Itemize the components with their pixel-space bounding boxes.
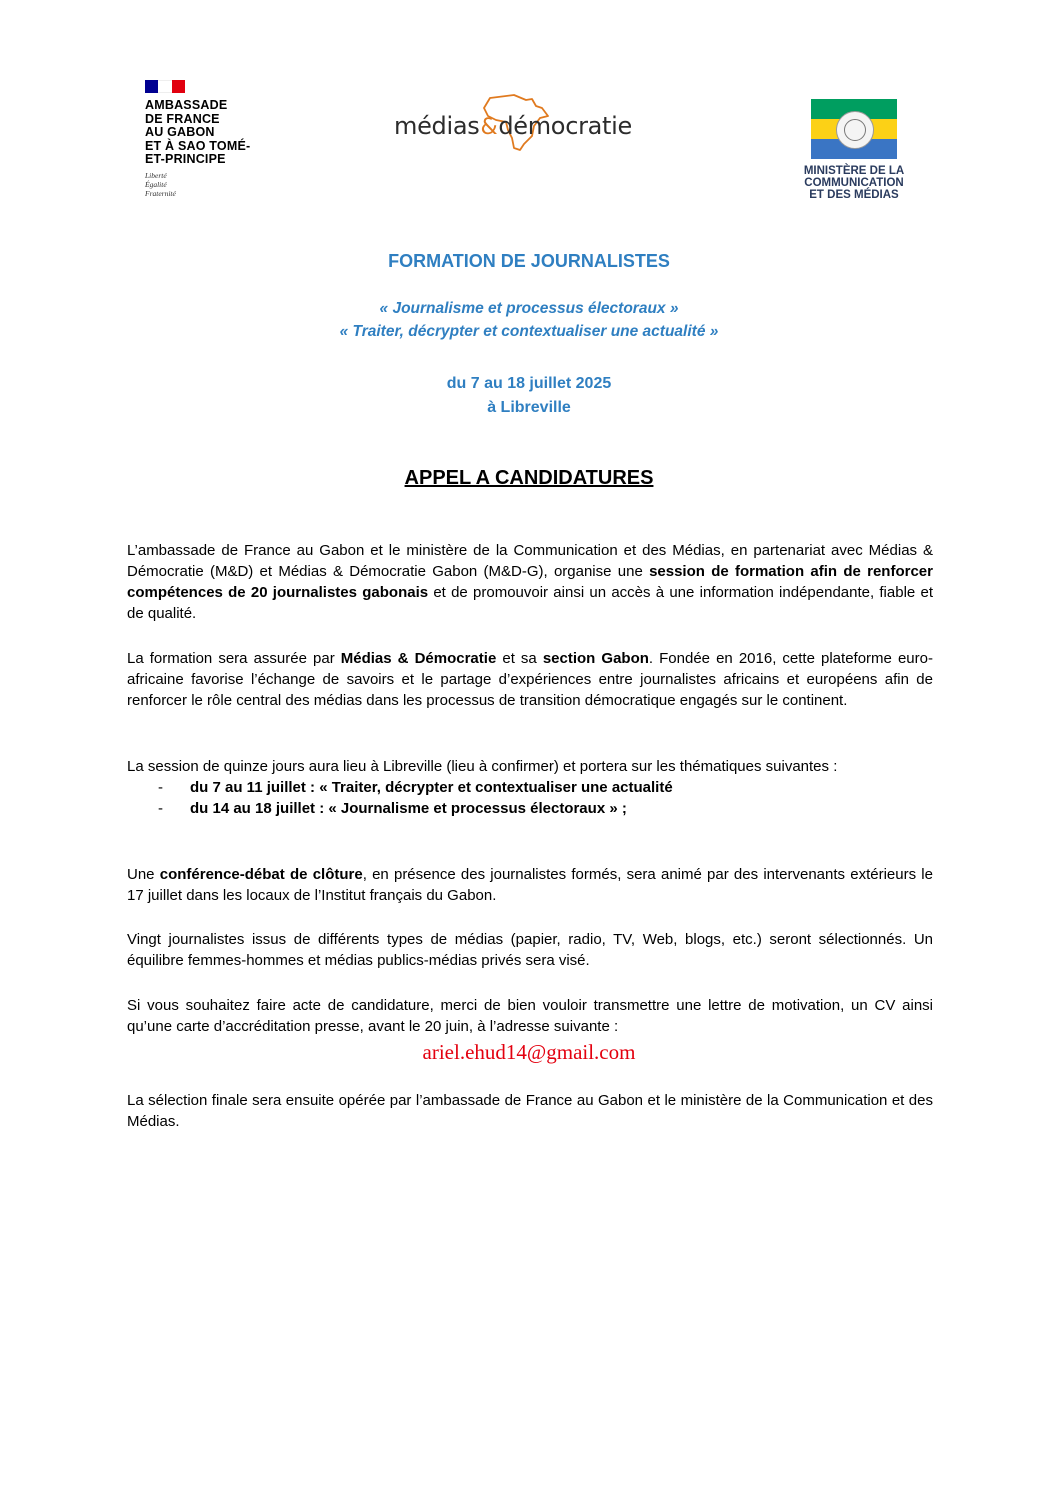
french-flag-icon: [145, 80, 185, 93]
wordmark-left: médias: [394, 112, 480, 140]
ambassade-line: ET À SAO TOMÉ-: [145, 138, 251, 153]
text-run: La formation sera assurée par: [127, 650, 341, 667]
ambassade-line: AMBASSADE: [145, 98, 228, 112]
text-run: L’ambassade de France au Gabon et le ministère de la Communication et des Médias, en partenariat avec Médias & Démocratie (M&D) et Médias & Démocratie Gabon (M&D-G), organise une: [127, 542, 933, 580]
medias-democratie-logo: [392, 90, 672, 160]
list-item: [127, 798, 933, 819]
paragraph-conference: [127, 864, 933, 906]
paragraph-intro: [127, 540, 933, 624]
paragraph-selection-criteria: Vingt journalistes issus de différents types de médias (papier, radio, TV, Web, blogs, etc.) seront sélectionnés. Un équilibre femmes-hommes et médias publics-médias privés sera visé.: [127, 931, 933, 969]
ministere-name: [795, 165, 913, 201]
wordmark-right: démocratie: [498, 112, 633, 140]
list-item-text: du 7 au 11 juillet : « Traiter, décrypter et contextualiser une actualité: [190, 779, 673, 796]
ambassade-name: [145, 99, 285, 167]
republic-motto: [145, 171, 285, 198]
paragraph-application: Si vous souhaitez faire acte de candidature, merci de bien vouloir transmettre une lettre de motivation, un CV ainsi qu’une carte d’accréditation presse, avant le 20 juin, à l’adresse suivante :: [127, 997, 933, 1035]
medias-democratie-wordmark: [394, 112, 632, 140]
location-line: à Libreville: [487, 399, 571, 416]
list-dash: -: [158, 779, 163, 796]
seal-icon: [836, 111, 874, 149]
ministere-line: ET DES MÉDIAS: [809, 189, 899, 201]
paragraph-organizer: [127, 648, 933, 711]
ambassade-line: DE FRANCE: [145, 111, 220, 126]
text-run: . Fondée en 2016, cette plateforme euro-africaine favorise l’échange de savoirs et le partage d’expériences entre journalistes africains et européens afin de renforcer le rôle central des médias dans les processus de transition démocratique engagés sur le continent.: [127, 650, 933, 709]
dates-line: du 7 au 18 juillet 2025: [446, 375, 612, 392]
ministere-line: MINISTÈRE DE LA: [803, 165, 905, 177]
ambassade-line: ET-PRINCIPE: [145, 152, 226, 166]
motto-line: Liberté: [145, 170, 167, 180]
formation-subtitles: [0, 297, 1058, 343]
text-run: Une: [127, 866, 160, 883]
formation-dates: [0, 372, 1058, 420]
text-run: , en présence des journalistes formés, sera animé par des intervenants extérieurs le 17 juillet dans les locaux de l’Institut français du Gabon.: [127, 866, 933, 904]
list-dash: -: [158, 800, 163, 817]
subtitle-line: « Traiter, décrypter et contextualiser une actualité »: [339, 323, 719, 340]
gabon-flag-icon: [811, 99, 897, 159]
themes-list: [127, 777, 933, 819]
ambassade-line: AU GABON: [145, 125, 215, 139]
contact-email-link[interactable]: ariel.ehud14@gmail.com: [422, 1040, 636, 1064]
motto-line: Fraternité: [145, 188, 176, 198]
text-run: et sa: [496, 650, 543, 667]
ministere-communication-logo: [795, 99, 913, 201]
wordmark-ampersand: &: [480, 115, 498, 140]
subtitle-line: « Journalisme et processus électoraux »: [379, 300, 679, 317]
text-run: et de promouvoir ainsi un accès à une information indépendante, fiable et de qualité.: [127, 584, 934, 622]
motto-line: Égalité: [145, 179, 167, 189]
text-run-bold: section Gabon: [542, 650, 649, 667]
ministere-line: COMMUNICATION: [804, 177, 904, 189]
ambassade-france-logo: [145, 80, 285, 198]
paragraph-session: La session de quinze jours aura lieu à Libreville (lieu à confirmer) et portera sur les thématiques suivantes :: [127, 758, 838, 775]
formation-title: FORMATION DE JOURNALISTES: [388, 251, 670, 271]
text-run-bold: Médias & Démocratie: [340, 650, 497, 667]
text-run-bold: conférence-débat de clôture: [159, 866, 363, 883]
list-item: [127, 777, 933, 798]
text-run-bold: session de formation afin de renforcer compétences de 20 journalistes gabonais: [127, 563, 933, 601]
paragraph-final-selection: La sélection finale sera ensuite opérée par l’ambassade de France au Gabon et le ministère de la Communication et des Médias.: [127, 1092, 933, 1130]
appel-heading: APPEL A CANDIDATURES: [404, 467, 654, 489]
list-item-text: du 14 au 18 juillet : « Journalisme et processus électoraux » ;: [190, 800, 627, 817]
